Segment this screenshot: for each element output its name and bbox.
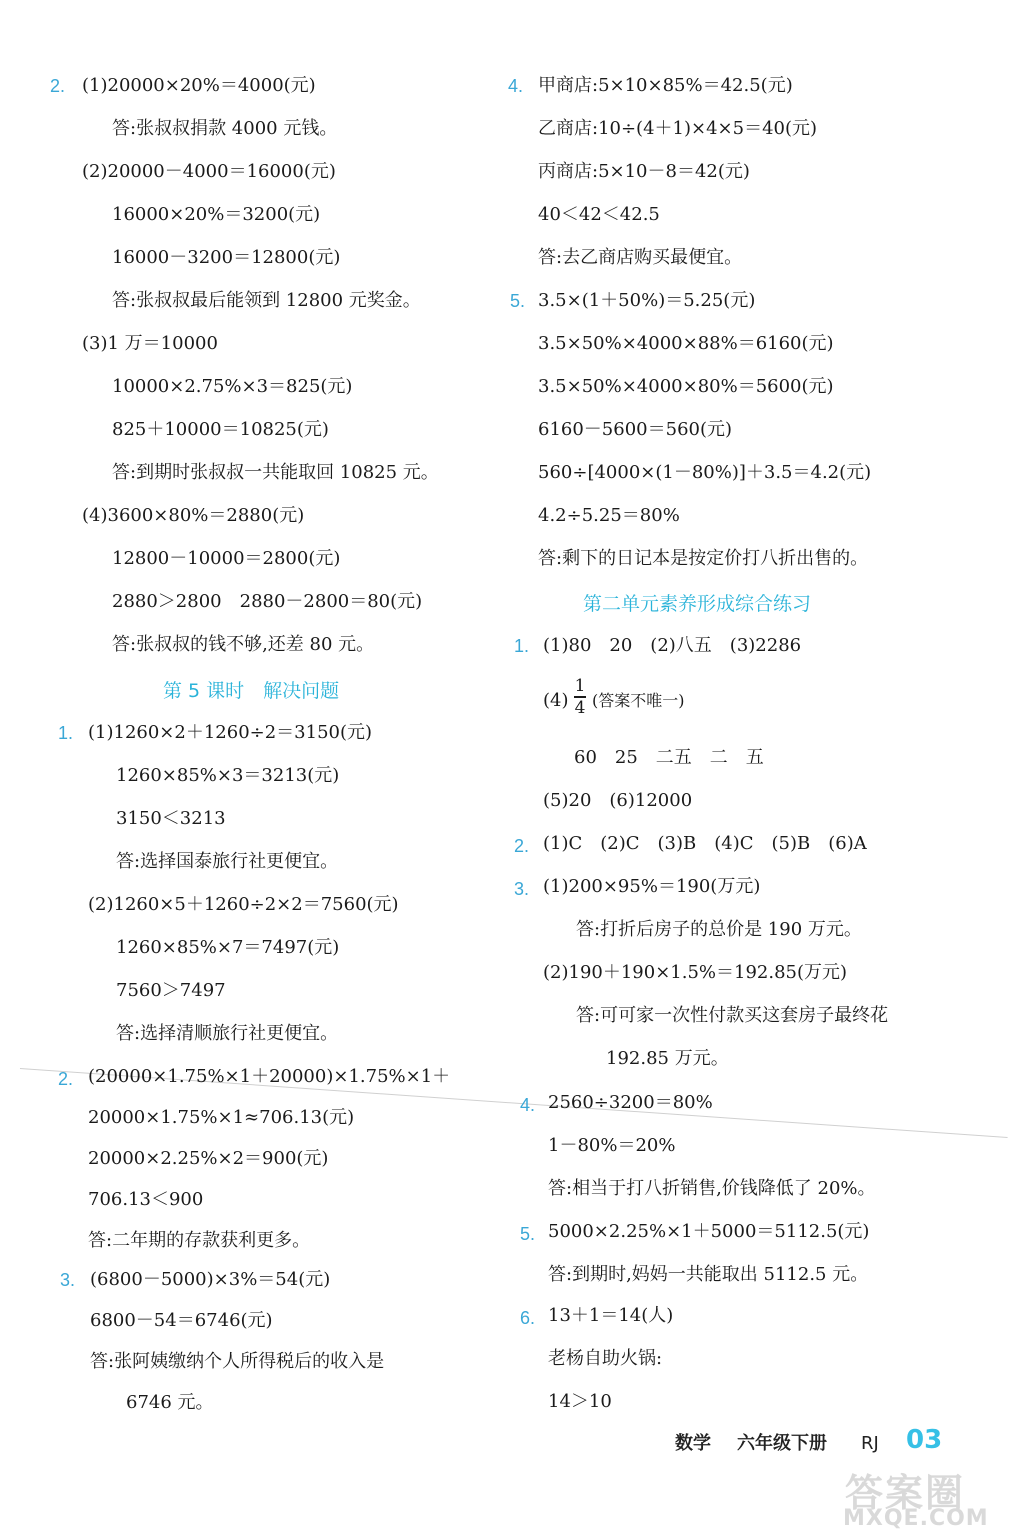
section-heading: 第二单元素养形成综合练习 (583, 593, 812, 615)
answer-line: 20000×2.25%×2＝900(元) (88, 1148, 329, 1169)
answer-line: 3.5×50%×4000×80%＝5600(元) (538, 376, 834, 397)
answer-line: 答:张阿姨缴纳个人所得税后的收入是 (90, 1351, 385, 1372)
answer-line: 答:可可家一次性付款买这套房子最终花 (576, 1005, 889, 1026)
footer-subject: 数学 (675, 1433, 711, 1454)
answer-line: 14＞10 (548, 1391, 612, 1412)
question-number: 6. (520, 1308, 536, 1328)
answer-line: (2)190＋190×1.5%＝192.85(万元) (543, 962, 848, 983)
answer-prefix: (4) (543, 690, 569, 711)
answer-line: 答:去乙商店购买最便宜。 (538, 247, 743, 268)
answer-line: (2)1260×5＋1260÷2×2＝7560(元) (88, 894, 399, 915)
answer-line: 答:选择清顺旅行社更便宜。 (116, 1023, 339, 1044)
answer-line: 6800－54＝6746(元) (90, 1310, 273, 1331)
question-number: 2. (58, 1069, 74, 1089)
answer-line: 答:相当于打八折销售,价钱降低了 20%。 (548, 1178, 876, 1199)
answer-line: 答:张叔叔捐款 4000 元钱。 (112, 118, 338, 139)
answer-line: 2560÷3200＝80% (548, 1092, 713, 1113)
answer-line: 答:二年期的存款获利更多。 (88, 1230, 311, 1251)
answer-line: 5000×2.25%×1＋5000＝5112.5(元) (548, 1221, 870, 1242)
answer-line: 答:张叔叔最后能领到 12800 元奖金。 (112, 290, 421, 311)
answer-line: 3.5×50%×4000×88%＝6160(元) (538, 333, 834, 354)
answer-line: 12800－10000＝2800(元) (112, 548, 341, 569)
question-number: 3. (60, 1270, 76, 1290)
answer-line: 6160－5600＝560(元) (538, 419, 733, 440)
answer-line: (6800－5000)×3%＝54(元) (90, 1269, 331, 1290)
question-number: 2. (50, 76, 66, 96)
question-number: 4. (508, 76, 524, 96)
answer-line: (1)1260×2＋1260÷2＝3150(元) (88, 722, 373, 743)
answer-line: 13＋1＝14(人) (548, 1305, 674, 1326)
answer-line: (1)200×95%＝190(万元) (543, 876, 761, 897)
answer-line: (1)20000×20%＝4000(元) (82, 75, 316, 96)
answer-line: 2880＞2800 2880－2800＝80(元) (112, 591, 423, 612)
answer-line: 3.5×(1＋50%)＝5.25(元) (538, 290, 756, 311)
answer-line: 答:打折后房子的总价是 190 万元。 (576, 919, 862, 940)
answer-line: 560÷[4000×(1－80%)]＋3.5＝4.2(元) (538, 462, 872, 483)
answer-line: 192.85 万元。 (606, 1048, 729, 1069)
answer-note: (答案不唯一) (592, 691, 685, 710)
question-number: 5. (510, 291, 526, 311)
answer-line: 6746 元。 (126, 1392, 214, 1413)
answer-line: 60 25 二五 二 五 (574, 747, 764, 768)
fraction-denominator: 4 (574, 697, 586, 718)
watermark-url: MXQE.COM (843, 1506, 989, 1531)
answer-line: 答:剩下的日记本是按定价打八折出售的。 (538, 548, 869, 569)
answer-line: 16000×20%＝3200(元) (112, 204, 321, 225)
fraction (574, 677, 586, 717)
answer-line: 40＜42＜42.5 (538, 204, 660, 225)
answer-line: 1260×85%×7＝7497(元) (116, 937, 340, 958)
answer-line: 乙商店:10÷(4＋1)×4×5＝40(元) (538, 118, 818, 139)
answer-line: 丙商店:5×10－8＝42(元) (538, 161, 750, 182)
answer-line: 甲商店:5×10×85%＝42.5(元) (538, 75, 793, 96)
answer-line: 825＋10000＝10825(元) (112, 419, 329, 440)
answer-line: (20000×1.75%×1＋20000)×1.75%×1＋ (88, 1066, 451, 1087)
answer-line: 10000×2.75%×3＝825(元) (112, 376, 353, 397)
answer-line: (4)3600×80%＝2880(元) (82, 505, 305, 526)
page-number: 03 (906, 1425, 943, 1455)
answer-line: 1－80%＝20% (548, 1135, 676, 1156)
answer-line: 答:到期时,妈妈一共能取出 5112.5 元。 (548, 1264, 869, 1285)
answer-line: 706.13＜900 (88, 1189, 204, 1210)
section-heading: 第 5 课时 解决问题 (163, 680, 340, 702)
question-number: 2. (514, 836, 530, 856)
answer-line: (5)20 (6)12000 (543, 790, 693, 811)
answer-line: 老杨自助火锅: (548, 1348, 663, 1369)
question-number: 5. (520, 1224, 536, 1244)
answer-line: 20000×1.75%×1≈706.13(元) (88, 1107, 355, 1128)
fraction-numerator: 1 (574, 676, 586, 696)
answer-line: 答:选择国泰旅行社更便宜。 (116, 851, 339, 872)
answer-line: 7560＞7497 (116, 980, 226, 1001)
answer-line: (3)1 万＝10000 (82, 333, 218, 354)
answer-line: (1)80 20 (2)八五 (3)2286 (543, 635, 802, 656)
answer-line: 答:张叔叔的钱不够,还差 80 元。 (112, 634, 375, 655)
question-number: 4. (520, 1095, 536, 1115)
footer-edition: RJ (861, 1433, 879, 1454)
question-number: 1. (514, 636, 530, 656)
watermark-logo: 答案圈 (845, 1471, 966, 1515)
footer-grade: 六年级下册 (737, 1433, 827, 1454)
answer-line: 16000－3200＝12800(元) (112, 247, 341, 268)
question-number: 1. (58, 723, 74, 743)
answer-line: 4.2÷5.25＝80% (538, 505, 680, 526)
answer-line: 1260×85%×3＝3213(元) (116, 765, 340, 786)
answer-line: (1)C (2)C (3)B (4)C (5)B (6)A (543, 833, 867, 854)
answer-line: 3150＜3213 (116, 808, 226, 829)
answer-line: 答:到期时张叔叔一共能取回 10825 元。 (112, 462, 439, 483)
question-number: 3. (514, 879, 530, 899)
answer-line: (2)20000－4000＝16000(元) (82, 161, 336, 182)
